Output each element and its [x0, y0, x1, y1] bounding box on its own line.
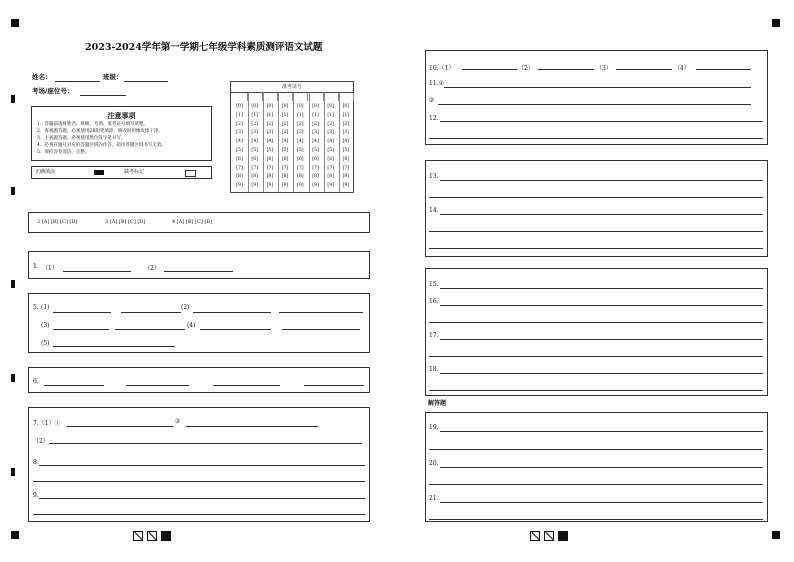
correct-fill-label: 正确填涂	[35, 169, 56, 175]
q6-line-3[interactable]	[213, 385, 280, 386]
q13-14-box	[425, 160, 768, 257]
exam-id-digit-bubble[interactable]: [1]	[312, 112, 319, 118]
exam-id-digit-bubble[interactable]: [7]	[342, 165, 350, 171]
q9-line-1[interactable]	[39, 498, 365, 499]
notice-box	[31, 106, 212, 161]
exam-id-digit-bubble[interactable]: [6]	[327, 156, 334, 162]
exam-id-digit-bubble[interactable]: [4]	[251, 139, 258, 145]
exam-id-digit-bubble[interactable]: [2]	[251, 121, 258, 127]
exam-id-digit-bubble[interactable]: [3]	[266, 130, 274, 136]
q10-part3-line[interactable]	[616, 69, 672, 70]
q20-line-1[interactable]	[440, 467, 763, 468]
timing-mark	[11, 187, 15, 195]
q19-line-2[interactable]	[429, 449, 763, 450]
q5-part2-label: (2)	[181, 304, 190, 311]
exam-id-digit-bubble[interactable]: [1]	[251, 112, 258, 118]
mc-box	[28, 212, 370, 233]
exam-id-digit-bubble[interactable]: [1]	[281, 112, 289, 118]
exam-id-digit-bubble[interactable]: [1]	[297, 112, 304, 118]
q9-line-2[interactable]	[33, 514, 365, 515]
name-field[interactable]	[55, 81, 100, 82]
page-title: 2023-2024学年第一学期七年级学科素质测评语文试题	[85, 42, 323, 53]
notice-line: 3．主观题答题，必须使用黑色签字笔书写。	[37, 136, 126, 141]
exam-id-digit-bubble[interactable]: [2]	[266, 121, 274, 127]
q10-label: 10.（1）	[429, 65, 455, 72]
q10-part4-line[interactable]	[696, 69, 751, 70]
exam-id-column	[311, 103, 321, 191]
exam-id-write-box[interactable]	[324, 93, 339, 101]
q19-21-box	[425, 412, 768, 522]
timing-mark	[11, 95, 15, 103]
q16-label: 16.	[429, 298, 439, 305]
q1-part1-answer-line[interactable]	[63, 271, 131, 272]
absent-mark-label: 缺考标记	[124, 169, 145, 175]
exam-id-write-box[interactable]	[233, 93, 248, 101]
seat-field[interactable]	[80, 95, 126, 96]
q1-part1-label: （1）	[42, 265, 58, 272]
q20-label: 20.	[429, 460, 439, 467]
q1-part2-answer-line[interactable]	[164, 271, 233, 272]
exam-id-digit-bubble[interactable]: [1]	[342, 112, 350, 118]
exam-id-digit-bubble[interactable]: [0]	[281, 104, 289, 109]
exam-id-digit-bubble[interactable]: [6]	[342, 156, 350, 162]
page-marker-filled	[161, 531, 171, 541]
q5-box	[28, 293, 370, 353]
q1-box	[28, 251, 370, 279]
exam-id-digit-bubble[interactable]: [8]	[251, 174, 258, 180]
exam-id-digit-bubble[interactable]: [8]	[297, 174, 304, 180]
mc-q4[interactable]: 4 [A] [B] [C] [D]	[172, 219, 213, 225]
exam-id-digit-bubble[interactable]: [3]	[327, 130, 334, 136]
exam-id-digit-bubble[interactable]: [0]	[342, 104, 350, 109]
exam-id-digit-bubble[interactable]: [0]	[312, 104, 319, 109]
page-marker-slash	[147, 531, 157, 541]
q7-part1-line-2[interactable]	[186, 426, 318, 427]
exam-id-digit-bubble[interactable]: [9]	[236, 183, 243, 189]
class-label: 班级：	[103, 73, 123, 81]
exam-id-column-divider	[293, 92, 294, 192]
q10-part4-label: （4）	[674, 65, 690, 72]
absent-mark-box[interactable]	[185, 170, 196, 177]
q19-label: 19.	[429, 424, 439, 431]
exam-id-digit-bubble[interactable]: [9]	[312, 183, 319, 189]
q7-circle2-label: ②	[175, 418, 181, 425]
exam-id-write-box[interactable]	[293, 93, 308, 101]
exam-id-digit-bubble[interactable]: [6]	[312, 156, 319, 162]
q5-part1-line-a[interactable]	[53, 312, 111, 313]
exam-id-digit-bubble[interactable]: [8]	[236, 174, 243, 180]
page-marker-filled	[558, 531, 568, 541]
exam-id-column-divider	[309, 92, 310, 192]
exam-id-title: 准考证号	[231, 83, 353, 93]
q13-line-1[interactable]	[440, 180, 763, 181]
q6-line-2[interactable]	[126, 385, 189, 386]
q14-line-1[interactable]	[440, 214, 763, 215]
notice-title: 注意事项	[107, 111, 136, 120]
exam-id-digit-bubble[interactable]: [1]	[327, 112, 334, 118]
exam-id-column	[295, 103, 305, 191]
exam-id-digit-bubble[interactable]: [4]	[327, 139, 334, 145]
exam-id-digit-bubble[interactable]: [3]	[312, 130, 319, 136]
exam-id-digit-bubble[interactable]: [0]	[327, 104, 334, 109]
exam-id-column-divider	[248, 92, 249, 192]
q6-line-4[interactable]	[304, 385, 364, 386]
exam-id-digit-bubble[interactable]: [0]	[297, 104, 304, 109]
exam-id-column-divider	[339, 92, 340, 192]
q5-part2-line-a[interactable]	[193, 312, 271, 313]
exam-id-digit-bubble[interactable]: [1]	[236, 112, 243, 118]
exam-id-digit-bubble[interactable]: [7]	[236, 165, 243, 171]
exam-id-digit-bubble[interactable]: [5]	[251, 147, 258, 153]
q10-part2-label: （2）	[518, 65, 534, 72]
q11-circle2-label: ②	[429, 97, 435, 104]
exam-id-digit-bubble[interactable]: [2]	[327, 121, 334, 127]
fill-legend	[31, 166, 212, 179]
exam-id-digit-bubble[interactable]: [4]	[266, 139, 274, 145]
exam-id-write-box[interactable]	[309, 93, 324, 101]
q16-line-2[interactable]	[429, 322, 763, 323]
exam-id-digit-bubble[interactable]: [9]	[251, 183, 258, 189]
q21-label: 21.	[429, 495, 439, 502]
q15-18-box	[425, 268, 768, 396]
exam-id-digit-bubble[interactable]: [5]	[342, 147, 350, 153]
q21-line-2[interactable]	[429, 519, 763, 520]
exam-id-column-divider	[263, 92, 264, 192]
q5-part5-line[interactable]	[53, 346, 175, 347]
exam-id-digit-bubble[interactable]: [5]	[281, 147, 289, 153]
exam-id-digit-bubble[interactable]: [7]	[297, 165, 304, 171]
q5-part5-label: (5)	[41, 340, 50, 347]
corner-mark-bottom-right	[772, 531, 780, 539]
exam-id-digit-bubble[interactable]: [8]	[327, 174, 334, 180]
exam-id-digit-bubble[interactable]: [2]	[342, 121, 350, 127]
section-label: 解答题	[428, 400, 447, 407]
exam-id-digit-bubble[interactable]: [3]	[251, 130, 258, 136]
notice-line: 1．答题前请将姓名、班级、考场、准考证号填写清楚。	[37, 122, 148, 127]
exam-id-digit-bubble[interactable]: [6]	[281, 156, 289, 162]
exam-id-digit-bubble[interactable]: [5]	[327, 147, 334, 153]
q10-part2-line[interactable]	[538, 69, 594, 70]
exam-id-digit-bubble[interactable]: [7]	[251, 165, 258, 171]
q6-label: 6.	[33, 378, 39, 385]
notice-line: 5．保持答卷清洁、完整。	[37, 150, 90, 155]
exam-id-digit-bubble[interactable]: [3]	[342, 130, 350, 136]
corner-mark-top-right	[772, 19, 780, 27]
exam-id-digit-bubble[interactable]: [9]	[281, 183, 289, 189]
q9-label: 9.	[33, 492, 39, 499]
q14-line-2[interactable]	[429, 231, 763, 232]
exam-id-grid	[230, 81, 354, 193]
exam-id-write-box[interactable]	[278, 93, 293, 101]
q14-line-3[interactable]	[429, 248, 763, 249]
exam-id-digit-bubble[interactable]: [4]	[312, 139, 319, 145]
exam-id-digit-bubble[interactable]: [4]	[342, 139, 350, 145]
exam-id-digit-bubble[interactable]: [4]	[281, 139, 289, 145]
exam-id-digit-bubble[interactable]: [8]	[266, 174, 274, 180]
exam-id-column	[265, 103, 275, 191]
q5-part2-line-b[interactable]	[279, 312, 363, 313]
exam-id-digit-bubble[interactable]: [9]	[297, 183, 304, 189]
q11-line-1[interactable]	[444, 87, 751, 88]
q7-part1-line-1[interactable]	[67, 426, 173, 427]
exam-id-write-box[interactable]	[263, 93, 278, 101]
corner-mark-bottom-left	[11, 531, 19, 539]
timing-mark	[11, 280, 15, 288]
notice-line: 2．客观题答题，必须使用2B铅笔填涂，修改时用橡皮擦干净。	[37, 129, 164, 134]
exam-id-digit-bubble[interactable]: [2]	[236, 121, 243, 127]
seat-label: 考场/座位号：	[32, 87, 74, 95]
q5-part1-line-b[interactable]	[121, 312, 181, 313]
q10-part1-line[interactable]	[462, 69, 517, 70]
q15-label: 15.	[429, 281, 439, 288]
exam-id-digit-bubble[interactable]: [7]	[327, 165, 334, 171]
q16-line-1[interactable]	[440, 305, 763, 306]
corner-mark-top-left	[11, 19, 19, 27]
q18-line-1[interactable]	[440, 373, 763, 374]
exam-id-digit-bubble[interactable]: [9]	[327, 183, 334, 189]
q5-part4-line-b[interactable]	[282, 329, 360, 330]
q5-part3-line-b[interactable]	[115, 329, 185, 330]
q11-line-2[interactable]	[438, 104, 751, 105]
q1-part2-label: （2）	[144, 265, 160, 272]
page-marker-slash	[133, 531, 143, 541]
exam-id-digit-bubble[interactable]: [5]	[297, 147, 304, 153]
exam-id-column	[250, 103, 260, 191]
notice-line: 4．必须在题号对应的答题区域内作答，超出答题区域书写无效。	[37, 143, 166, 148]
q20-line-2[interactable]	[429, 484, 763, 485]
q7-label: 7.（1）①	[33, 420, 61, 427]
q12-label: 12.	[429, 115, 439, 122]
q5-part3-line-a[interactable]	[53, 329, 109, 330]
exam-id-digit-bubble[interactable]: [4]	[236, 139, 243, 145]
class-field[interactable]	[124, 81, 168, 82]
q15-line[interactable]	[440, 288, 763, 289]
exam-id-column-divider	[278, 92, 279, 192]
exam-id-digit-bubble[interactable]: [4]	[297, 139, 304, 145]
exam-id-digit-bubble[interactable]: [0]	[236, 104, 243, 109]
q5-part4-label: (4)	[187, 322, 196, 329]
exam-id-digit-bubble[interactable]: [6]	[236, 156, 243, 162]
exam-id-digit-bubble[interactable]: [7]	[281, 165, 289, 171]
q13-label: 13.	[429, 173, 439, 180]
q5-label: 5.	[33, 304, 39, 311]
exam-id-digit-bubble[interactable]: [2]	[297, 121, 304, 127]
exam-id-digit-bubble[interactable]: [3]	[236, 130, 243, 136]
q5-part1-label: (1)	[41, 304, 50, 311]
exam-id-digit-bubble[interactable]: [6]	[251, 156, 258, 162]
exam-id-digit-bubble[interactable]: [2]	[281, 121, 289, 127]
exam-id-digit-bubble[interactable]: [5]	[312, 147, 319, 153]
q8-line-2[interactable]	[33, 481, 365, 482]
exam-id-digit-bubble[interactable]: [8]	[342, 174, 350, 180]
exam-id-digit-bubble[interactable]: [9]	[266, 183, 274, 189]
exam-id-digit-bubble[interactable]: [8]	[312, 174, 319, 180]
exam-id-digit-bubble[interactable]: [8]	[281, 174, 289, 180]
q10-part3-label: （3）	[596, 65, 612, 72]
q10-12-box	[425, 50, 768, 145]
page-marker-slash	[544, 531, 554, 541]
q12-line-1[interactable]	[440, 121, 763, 122]
exam-id-digit-bubble[interactable]: [3]	[281, 130, 289, 136]
q6-box	[28, 367, 370, 393]
q18-line-2[interactable]	[429, 390, 763, 391]
exam-id-digit-bubble[interactable]: [0]	[251, 104, 258, 109]
exam-id-column	[235, 103, 245, 191]
q8-line-1[interactable]	[39, 465, 365, 466]
page-marker-slash	[530, 531, 540, 541]
q7-part2-label: （2）	[33, 438, 49, 445]
exam-id-digit-bubble[interactable]: [0]	[266, 104, 274, 109]
q21-line-1[interactable]	[440, 502, 763, 503]
q14-label: 14.	[429, 207, 439, 214]
exam-id-digit-bubble[interactable]: [2]	[312, 121, 319, 127]
q13-line-2[interactable]	[429, 197, 763, 198]
q18-label: 18.	[429, 366, 439, 373]
exam-id-digit-bubble[interactable]: [1]	[266, 112, 274, 118]
exam-id-column	[280, 103, 290, 191]
exam-id-digit-bubble[interactable]: [7]	[312, 165, 319, 171]
q5-part3-label: (3)	[41, 322, 50, 329]
q7-9-box	[28, 407, 370, 522]
exam-id-write-box[interactable]	[248, 93, 263, 101]
mc-q3[interactable]: 3 [A] [B] [C] [D]	[105, 219, 146, 225]
q17-line-2[interactable]	[429, 356, 763, 357]
timing-mark	[11, 468, 15, 476]
correct-fill-sample	[94, 170, 104, 175]
exam-id-column	[326, 103, 336, 191]
exam-id-digit-bubble[interactable]: [9]	[342, 183, 350, 189]
q5-part4-line-a[interactable]	[200, 329, 271, 330]
q11-label: 11.①	[429, 80, 444, 87]
q8-label: 8.	[33, 459, 39, 466]
exam-id-digit-bubble[interactable]: [5]	[236, 147, 243, 153]
exam-id-column-divider	[324, 92, 325, 192]
exam-id-digit-bubble[interactable]: [6]	[266, 156, 274, 162]
q6-line-1[interactable]	[44, 385, 104, 386]
exam-id-digit-bubble[interactable]: [6]	[297, 156, 304, 162]
exam-id-digit-bubble[interactable]: [3]	[297, 130, 304, 136]
q19-line-1[interactable]	[440, 431, 763, 432]
q12-line-2[interactable]	[429, 138, 763, 139]
exam-id-write-box[interactable]	[339, 93, 354, 101]
q7-part2-line[interactable]	[49, 443, 362, 444]
exam-id-digit-bubble[interactable]: [5]	[266, 147, 274, 153]
exam-id-digit-bubble[interactable]: [7]	[266, 165, 274, 171]
exam-id-column	[341, 103, 351, 191]
q17-label: 17.	[429, 332, 439, 339]
q1-label: 1.	[33, 263, 39, 270]
timing-mark	[11, 374, 15, 382]
mc-q2[interactable]: 2 [A] [B] [C] [D]	[37, 219, 78, 225]
q17-line-1[interactable]	[440, 339, 763, 340]
name-label: 姓名：	[32, 73, 52, 81]
